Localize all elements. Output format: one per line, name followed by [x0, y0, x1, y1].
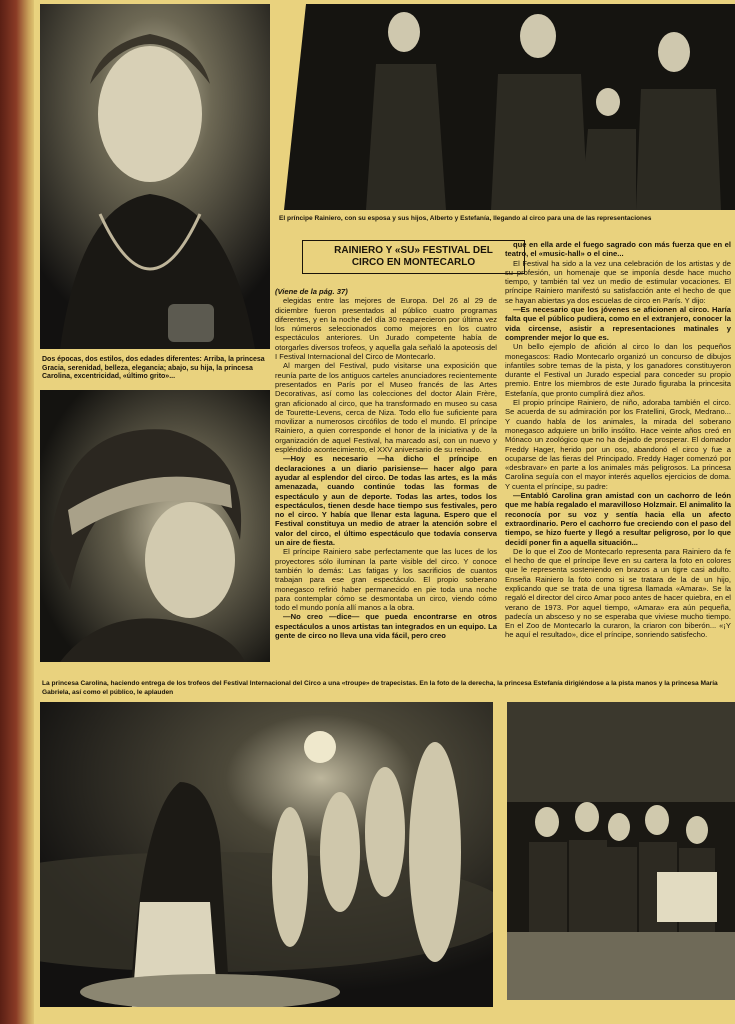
paragraph: Un bello ejemplo de afición al circo lo dan los pequeños monegascos: Radio Montecarlo organizó un concurso de dibujos infantiles sobre temas de la pista, y los ganadores constituyeron durante el Festival un Jurado especial para conceder su propio premio. Entre los miembros de este Jurado figuraba la princesita Estefanía, que pronto cumplirá diez años. — [505, 342, 731, 398]
photo-princess-grace — [40, 4, 270, 349]
magazine-page — [34, 0, 735, 1024]
paragraph: El propio príncipe Rainiero, de niño, adoraba también el circo. Se acuerda de su admiración por los Fratellini, Grock, Medrano... Y cuando habla de los animales, la mirada del soberano monegasco adquiere un brillo insólito. Hace veinte años creó en Mónaco un zoológico que no ha dejado de prosperar. El domador Freddy Hager, herido por un oso, abandonó el circo y fue a ocuparse de las fieras del Principado. Freddy Hager comenzó por «desbravar» en parte a los animales más peligrosos. La princesa Carolina seguía con el mayor interés aquellos ejercicios de doma. Y cuenta el príncipe, su padre: — [505, 398, 731, 491]
title-line-1: RAINIERO Y «SU» FESTIVAL DEL — [334, 245, 493, 256]
title-line-2: CIRCO EN MONTECARLO — [351, 257, 476, 268]
continued-from: (Viene de la pág. 37) — [275, 287, 348, 296]
paragraph: El príncipe Rainiero sabe perfectamente que las luces de los proyectores sólo iluminan la parte visible del circo. Y conoce también lo demás: Las fatigas y los sacrificios de cuantos trabajan para ese gran espectáculo. El propio soberano monegasco refirió haber permanecido en pie toda una noche para contemplar cómo se desmontaba un circo, viendo cómo todo el mundo ponía allí manos a la obra. — [275, 547, 497, 613]
paragraph: De lo que el Zoo de Montecarlo representa para Rainiero da fe el hecho de que el príncipe lleve en su cartera la foto en colores que le representa sosteniendo en brazos a un tigre casi adulto. Enseña Rainiero la foto como si se tratara de la de un hijo, explicando que se trata de una tigresa llamada «Amara». Se la regaló el director del circo Amar poco antes de hacer quiebra, en el verano de 1973. Por aquel tiempo, «Amara» era aún pequeña, padecía un absceso y no se esperaba que viviese mucho tiempo. En el Zoo de Montecarlo la curaron, la criaron con biberón... «¡Y he aquí el resultado», dice el príncipe, sonriendo satisfecho. — [505, 546, 731, 640]
paragraph: Al margen del Festival, pudo visitarse una exposición que reunía parte de los antiguos carteles anunciadores recientemente presentados en París por el Museo francés de las Artes Decorativas, así como las colecciones del doctor Alain Frère, gran aficionado al circo, que ha transformado en museo su casa de Tourette-Levens, cerca de Niza. Todo ello fue suficiente para movilizar a numerosos circófilos de todo el mundo. El príncipe Rainiero, a quien corresponde el honor de la iniciativa y de la organización de aquel Festival, ha marcado así, con un nuevo y espléndido acontecimiento, el XXV aniversario de su reinado. — [275, 361, 497, 455]
caption-bottom: La princesa Carolina, haciendo entrega de los trofeos del Festival Internacional del Circo a una «troupe» de trapecistas. En la foto de la derecha, la princesa Estefanía dirigiéndose a la pista manos y la princesa María Gabriela, así como el público, le aplauden — [42, 680, 718, 696]
caption-left: Dos épocas, dos estilos, dos edades diferentes: Arriba, la princesa Gracia, serenidad, belleza, elegancia; abajo, su hija, la princesa Carolina, excentricidad, «último grito»... — [42, 356, 265, 381]
paragraph: elegidas entre las mejores de Europa. Del 26 al 29 de diciembre fueron presentados al público cuatro programas diferentes, y en la noche del día 30 reaparecieron por última vez los números seleccionados como mejores en los cuatro espectáculos anteriores. Un Jurado competente había de otorgarles diversos trofeos, y aquella gala señaló la apoteosis del I Festival Internacional del Circo de Montecarlo. — [275, 296, 497, 362]
photo-audience — [507, 702, 735, 1000]
paragraph: —Es necesario que los jóvenes se aficionen al circo. Haría falta que el público pudiera, como en el extranjero, conocer la vida circense, asistir a representaciones matinales y comprender mejor lo que es. — [505, 305, 731, 342]
caption-top-right: El príncipe Rainiero, con su esposa y sus hijos, Alberto y Estefanía, llegando al circo para una de las representaciones — [279, 215, 652, 222]
photo-princess-caroline — [40, 390, 270, 662]
book-binding — [0, 0, 36, 1024]
paragraph: —Hoy es necesario —ha dicho el príncipe en declaraciones a un diario parisiense— hacer algo para ayudar al esplendor del circo. De todas las artes, es la más amenazada, cuando continúe todas las formas de espectáculo y aun de deporte. Todas las artes, todos los espectáculos, tienen desde hace tiempo sus festivales, pero no el circo. Y había que llenar esta laguna. Espero que el Festival constituya un medio de atraer la atención sobre el valor del circo, el último espectáculo que todavía conserva un aire de fiesta. — [275, 454, 497, 548]
paragraph: que en ella arde el fuego sagrado con más fuerza que en el teatro, el «music-hall» o el cine... — [505, 240, 731, 259]
photo-family-arrival — [276, 4, 735, 210]
photo-trophy-ceremony — [40, 702, 493, 1007]
paragraph: —No creo —dice— que pueda encontrarse en otros espectáculos a unos artistas tan integrados en un equipo. La gente de circo no lleva una vida fácil, pero creo — [275, 612, 497, 640]
article-title — [302, 240, 525, 274]
paragraph: —Entabló Carolina gran amistad con un cachorro de león que me había regalado el maravilloso Holzmair. El animalito la reconocía por su voz y sentía hacia ella un afecto extraordinario. Pero el cachorro fue creciendo con el paso del tiempo, se hizo fuerte y llegó a resultar peligroso, por lo que decidí poner fin a aquella situación... — [505, 491, 731, 547]
text-column-middle — [275, 287, 497, 640]
paragraph: El Festival ha sido a la vez una celebración de los artistas y de su profesión, un homenaje que se imponía desde hace mucho tiempo, y también tal vez un medio de estimular vocaciones. El príncipe Rainiero manifestó su satisfacción ante el hecho de que se hayan abiertas ya dos escuelas de circo en París. Y dijo: — [505, 258, 731, 305]
text-column-right — [505, 240, 731, 640]
